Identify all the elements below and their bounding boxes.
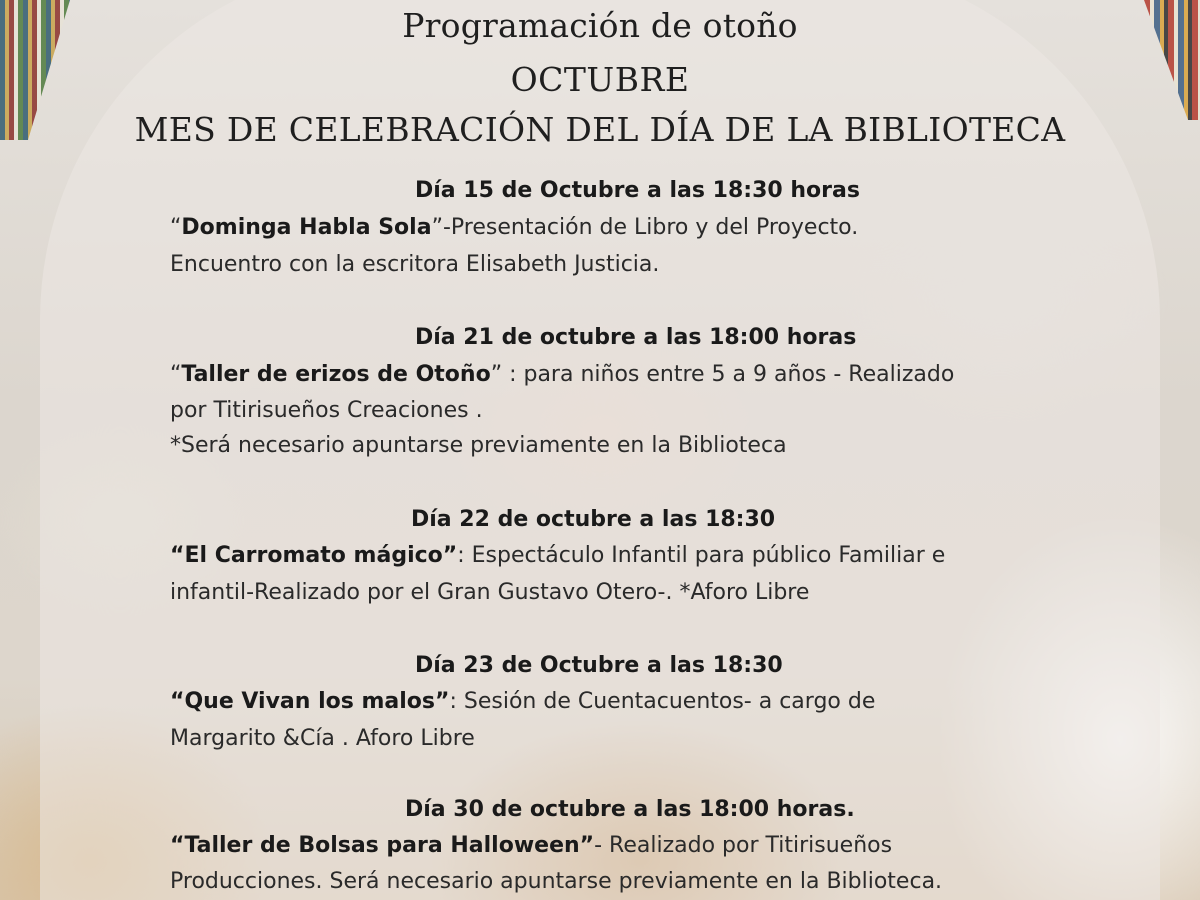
event-date: Día 23 de Octubre a las 18:30 (415, 653, 783, 678)
event-date: Día 21 de octubre a las 18:00 horas (415, 325, 857, 350)
event-description (170, 689, 875, 714)
event-detail: ” : para niños entre 5 a 9 años - Realizado (490, 362, 955, 387)
event-description (170, 833, 892, 858)
event-title: “El Carromato mágico” (170, 543, 458, 568)
event-detail: - Realizado por Titirisueños (594, 833, 893, 858)
event-detail-line: Producciones. Será necesario apuntarse previamente en la Biblioteca. (170, 869, 943, 894)
event-detail-line: Encuentro con la escritora Elisabeth Justicia. (170, 252, 660, 277)
event-detail: : Espectáculo Infantil para público Familiar e (457, 543, 946, 568)
event-title: Dominga Habla Sola (181, 215, 432, 240)
event-detail: ”-Presentación de Libro y del Proyecto. (431, 215, 859, 240)
quote-mark: “ (170, 362, 182, 387)
program-title: Programación de otoño (402, 6, 798, 45)
event-title: “Que Vivan los malos” (170, 689, 450, 714)
event-title: Taller de erizos de Otoño (181, 362, 491, 387)
quote-mark: “ (170, 215, 182, 240)
event-note: *Será necesario apuntarse previamente en la Biblioteca (170, 433, 787, 458)
event-date: Día 15 de Octubre a las 18:30 horas (415, 178, 860, 203)
event-description (170, 215, 858, 240)
event-detail-line: Margarito &Cía . Aforo Libre (170, 726, 475, 751)
event-detail-line: por Titirisueños Creaciones . (170, 398, 483, 423)
event-title: “Taller de Bolsas para Halloween” (170, 833, 595, 858)
event-date: Día 22 de octubre a las 18:30 (411, 507, 776, 532)
event-detail: : Sesión de Cuentacuentos- a cargo de (449, 689, 876, 714)
event-detail-line: infantil-Realizado por el Gran Gustavo Otero-. *Aforo Libre (170, 580, 810, 605)
event-description (170, 543, 945, 568)
event-description (170, 362, 954, 387)
month-title: OCTUBRE (510, 60, 690, 99)
celebration-title: MES DE CELEBRACIÓN DEL DÍA DE LA BIBLIOTECA (134, 110, 1066, 149)
event-date: Día 30 de octubre a las 18:00 horas. (405, 797, 855, 822)
